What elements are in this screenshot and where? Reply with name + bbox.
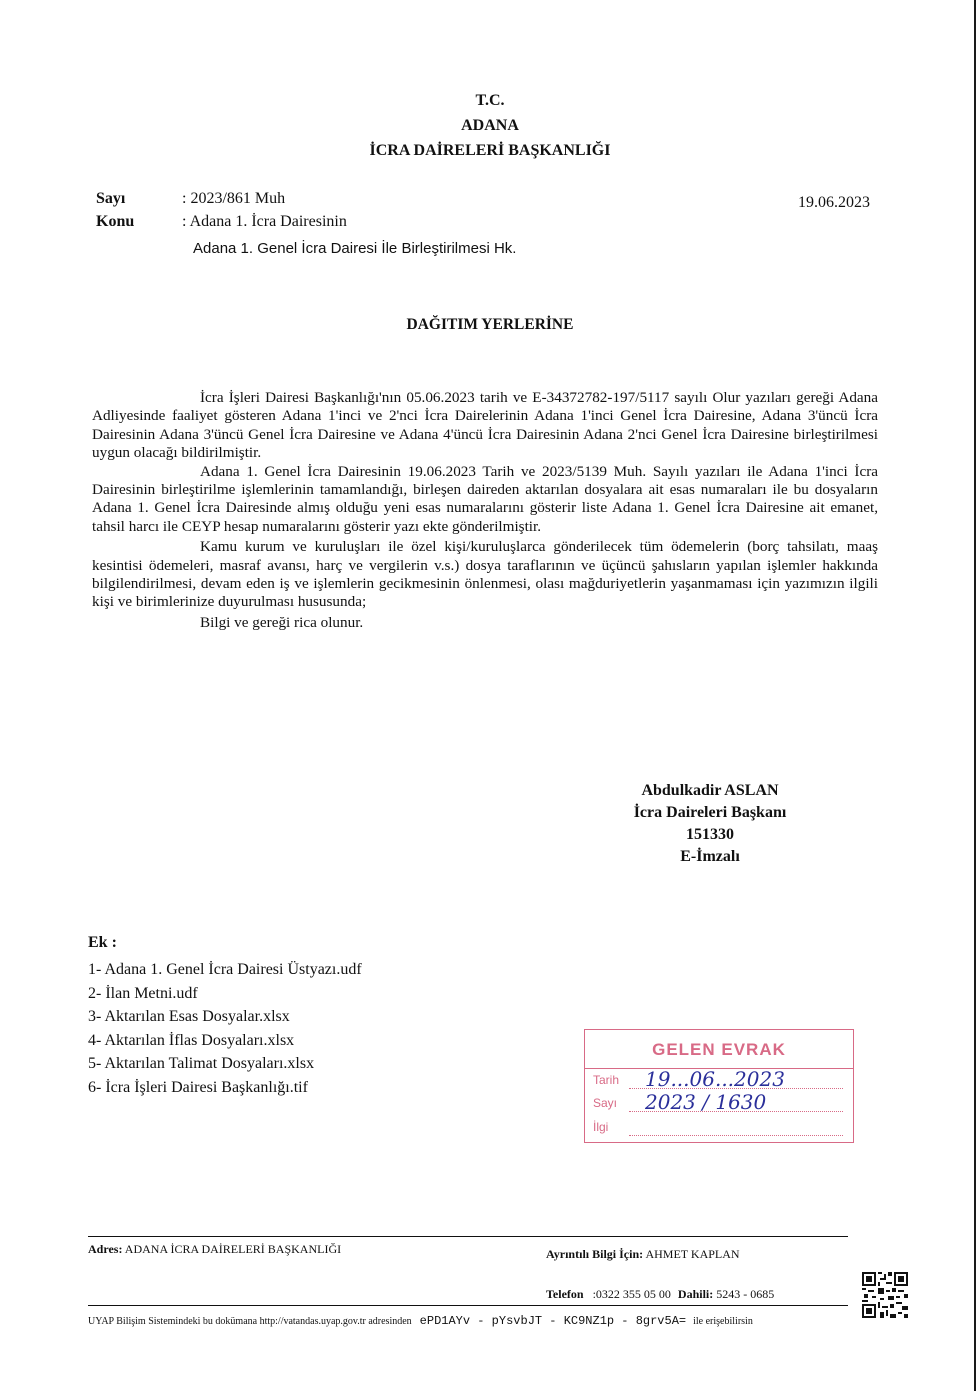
footer-address [88,1242,341,1257]
incoming-document-stamp [584,1029,854,1143]
footer-divider [88,1236,848,1237]
contact-value: AHMET KAPLAN [645,1247,740,1261]
stamp-row-sayi [585,1092,853,1116]
footer-divider-2 [88,1305,848,1306]
recipient: DAĞITIM YERLERİNE [406,316,574,333]
attachment-item: 5- Aktarılan Talimat Dosyaları.xlsx [88,1055,315,1072]
stamp-title: GELEN EVRAK [652,1040,786,1059]
attachments-label: Ek : [88,934,117,951]
attachment-item: 2- İlan Metni.udf [88,984,198,1002]
header-institution: İCRA DAİRELERİ BAŞKANLIĞI [369,142,611,159]
stamp-tarih-label: Tarih [593,1073,620,1087]
signer-name: Abdulkadir ASLAN [641,782,779,799]
stamp-sayi-label: Sayı [593,1096,618,1110]
contact-label: Ayrıntılı Bilgi İçin: [546,1247,644,1261]
signature-block [600,780,820,868]
address-value: ADANA İCRA DAİRELERİ BAŞKANLIĞI [124,1242,342,1256]
attachment-item: 1- Adana 1. Genel İcra Dairesi Üstyazı.udf [88,961,362,978]
stamp-tarih-value: 19...06...2023 [645,1067,785,1091]
phone-value: :0322 355 05 00 [592,1287,671,1301]
extension-value: 5243 - 0685 [716,1287,775,1301]
paragraph-4: Bilgi ve gereği rica olunur. [200,613,364,631]
scan-edge [974,0,976,1391]
attachments-list [88,958,362,1099]
attachment-item: 4- Aktarılan İflas Dosyaları.xlsx [88,1031,295,1049]
signature-type: E-İmzalı [680,848,740,865]
footer-contact [546,1247,740,1262]
address-label: Adres: [88,1242,123,1256]
konu-label: Konu [96,213,135,230]
konu-value-1: : Adana 1. İcra Dairesinin [182,213,347,230]
signer-number: 151330 [686,826,734,843]
signer-title: İcra Daireleri Başkanı [633,804,787,821]
header-tc: T.C. [475,92,505,109]
paragraph-3: Kamu kurum ve kuruluşları ile özel kişi/kuruluşlarca gönderilecek tüm ödemelerin (borç tahsilatı, maaş kesintisi ödemeleri, masraf avansı, harç ve vergilerin v.s.) dosya taraflarının ve üçüncü şahısların yapılan işlemler hakkında bilgilendirilmesi, devam eden iş ve işlemlerin gecikmesinin önlenmesi, olası mağduriyetlerin yaşanmaması için yazımızın ilgili kişi ve birimlerinize duyurulması hususunda; [92,538,878,611]
stamp-ilgi-label: İlgi [593,1120,609,1134]
paragraph-1: İcra İşleri Dairesi Başkanlığı'nın 05.06.2023 tarih ve E-34372782-197/5117 sayılı Olur yazıları gereği Adana Adliyesinde faaliyet gösteren Adana 1'inci ve 2'nci İcra Dairelerinin Adana 1'inci Genel İcra Dairesine, Adana 3'üncü İcra Dairesinin Adana 3'üncü Genel İcra Dairesine ve Adana 4'üncü İcra Dairesinin Adana 2'nci Genel İcra Dairesine birleştirilmesi uygun olacağı bildirilmiştir. [92,389,878,462]
konu-value-2: Adana 1. Genel İcra Dairesi İle Birleştirilmesi Hk. [193,240,517,257]
sayi-label: Sayı [96,190,126,207]
uyap-suffix: ile erişebilirsin [693,1316,753,1327]
footer-phone [546,1287,774,1302]
sayi-value: : 2023/861 Muh [182,190,286,207]
stamp-sayi-value: 2023 / 1630 [645,1090,767,1114]
attachment-item: 6- İcra İşleri Dairesi Başkanlığı.tif [88,1078,308,1096]
qr-code-icon [862,1272,908,1318]
paragraph-2: Adana 1. Genel İcra Dairesinin 19.06.2023 Tarih ve 2023/5139 Muh. Sayılı yazıları ile Adana 1'inci İcra Dairesinin birleştirilme işlemlerinin tamamlandığı, birleşen daireden aktarılan dosyalara ait esas numaraları ile bu dosyaların Adana 1. Genel İcra Dairesinde almış olduğu yeni esas numaralarını gösterir liste Adana 1. Genel İcra Dairesine ait emanet, tahsil harcı ile CEYP hesap numaralarını gösterir yazı ekte gönderilmiştir. [92,462,878,535]
letter-body [92,389,878,632]
uyap-verification [88,1311,753,1329]
extension-label: Dahili: [677,1287,714,1301]
document-date: 19.06.2023 [798,194,870,211]
stamp-row-ilgi [585,1116,853,1140]
phone-label: Telefon [546,1287,584,1301]
header-city: ADANA [461,117,519,134]
uyap-text: UYAP Bilişim Sistemindeki bu dokümana http://vatandas.uyap.gov.tr adresinden [88,1316,412,1327]
uyap-code: ePD1AYv - pYsvbJT - KC9NZ1p - 8grv5A= [419,1314,687,1328]
attachment-item: 3- Aktarılan Esas Dosyalar.xlsx [88,1008,290,1025]
